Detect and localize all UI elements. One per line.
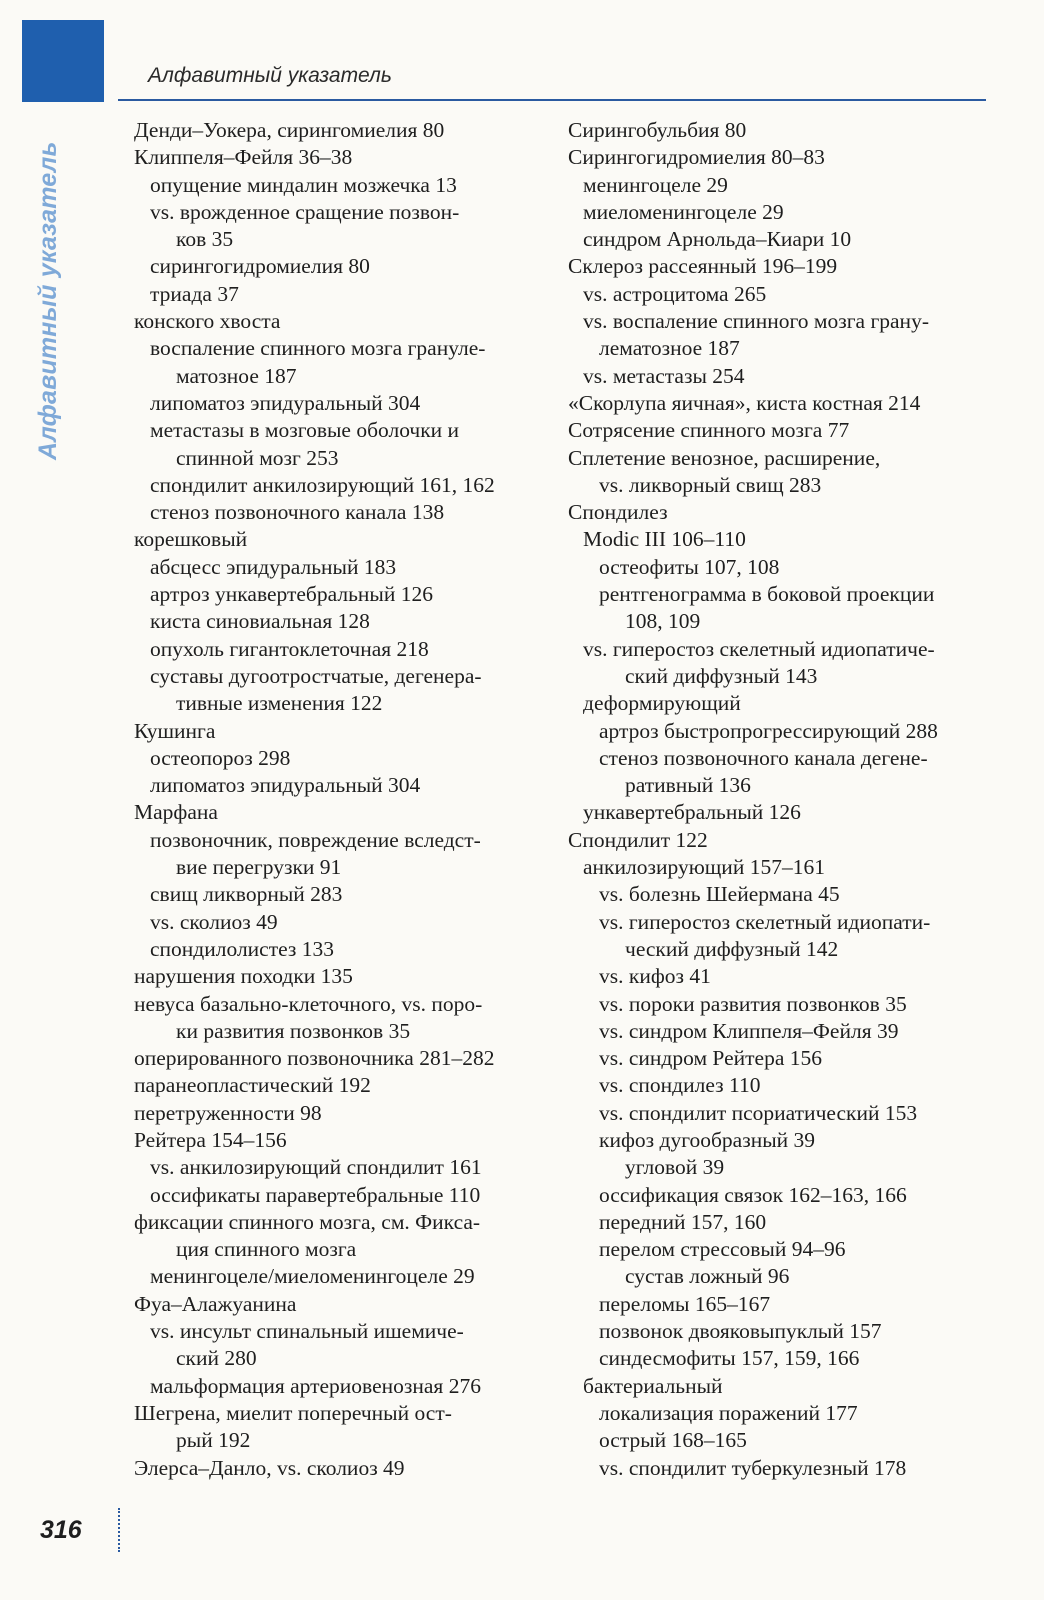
index-entry: паранеопластический 192 xyxy=(134,1073,371,1098)
index-entry: рый 192 xyxy=(176,1428,251,1453)
index-entry: vs. воспаление спинного мозга грану- xyxy=(583,309,929,334)
index-entry: синдесмофиты 157, 159, 166 xyxy=(599,1346,860,1371)
index-entry: ков 35 xyxy=(176,227,234,252)
index-entry: остеофиты 107, 108 xyxy=(599,554,780,579)
index-column-left xyxy=(134,117,554,1482)
index-column-right xyxy=(568,117,998,1482)
index-entry: vs. анкилозирующий спондилит 161 xyxy=(150,1155,482,1180)
index-entry: ративный 136 xyxy=(625,773,751,798)
index-entry: Сотрясение спинного мозга 77 xyxy=(568,418,850,443)
index-entry: рентгенограмма в боковой проекции xyxy=(599,582,935,607)
index-entry: vs. спондилез 110 xyxy=(599,1073,761,1098)
index-entry: перетруженности 98 xyxy=(134,1100,322,1125)
index-entry: анкилозирующий 157–161 xyxy=(583,855,825,880)
index-entry: оперированного позвоночника 281–282 xyxy=(134,1046,495,1071)
index-entry: vs. астроцитома 265 xyxy=(583,281,767,306)
index-entry: кифоз дугообразный 39 xyxy=(599,1127,816,1152)
index-entry: фиксации спинного мозга, см. Фикса- xyxy=(134,1209,481,1234)
index-entry: липоматоз эпидуральный 304 xyxy=(150,390,421,415)
index-entry: vs. метастазы 254 xyxy=(583,363,745,388)
index-entry: «Скорлупа яичная», киста костная 214 xyxy=(568,390,921,415)
index-entry: артроз ункавертебральный 126 xyxy=(150,582,433,607)
index-entry: киста синовиальная 128 xyxy=(150,609,370,634)
index-entry: миеломенингоцеле 29 xyxy=(583,199,784,224)
index-entry: спондилолистез 133 xyxy=(150,936,335,961)
index-entry: Денди–Уокера, сирингомиелия 80 xyxy=(134,118,445,142)
index-entry: сустав ложный 96 xyxy=(625,1264,790,1289)
index-entry: ункавертебральный 126 xyxy=(583,800,801,825)
index-entry: vs. инсульт спинальный ишемиче- xyxy=(150,1319,464,1344)
index-entry: vs. синдром Рейтера 156 xyxy=(599,1046,823,1071)
index-entry: бактериальный xyxy=(583,1373,723,1398)
index-entry: остеопороз 298 xyxy=(150,745,291,770)
index-entry: vs. гиперостоз скелетный идиопатиче- xyxy=(583,636,935,661)
index-entry: Шегрена, миелит поперечный ост- xyxy=(134,1400,452,1425)
index-entry: Сплетение венозное, расширение, xyxy=(568,445,881,470)
index-entry: опущение миндалин мозжечка 13 xyxy=(150,172,457,197)
index-entry: Кушинга xyxy=(134,718,216,743)
index-entry: vs. пороки развития позвонков 35 xyxy=(599,991,907,1016)
index-entry: Сирингогидромиелия 80–83 xyxy=(568,145,825,170)
index-entry: Фуа–Алажуанина xyxy=(134,1291,297,1316)
index-entry: спинной мозг 253 xyxy=(176,445,339,470)
index-entry: vs. сколиоз 49 xyxy=(150,909,278,934)
index-entry: нарушения походки 135 xyxy=(134,964,353,989)
running-header-title: Алфавитный указатель xyxy=(148,64,392,87)
side-section-title: Алфавитный указатель xyxy=(34,141,62,460)
index-entry: vs. болезнь Шейермана 45 xyxy=(599,882,840,907)
index-entry: vs. синдром Клиппеля–Фейля 39 xyxy=(599,1018,899,1043)
index-entry: ки развития позвонков 35 xyxy=(176,1018,411,1043)
chapter-color-block xyxy=(22,20,104,102)
index-entry: невуса базально-клеточного, vs. поро- xyxy=(134,991,483,1016)
index-entry: Клиппеля–Фейля 36–38 xyxy=(134,145,353,170)
index-entry: ский диффузный 143 xyxy=(625,663,818,688)
index-entry: липоматоз эпидуральный 304 xyxy=(150,773,421,798)
index-entry: угловой 39 xyxy=(625,1155,725,1180)
index-entry: Склероз рассеянный 196–199 xyxy=(568,254,838,279)
index-entry: артроз быстропрогрессирующий 288 xyxy=(599,718,938,743)
index-entry: Сирингобульбия 80 xyxy=(568,118,747,142)
index-entry: стеноз позвоночного канала 138 xyxy=(150,500,445,525)
index-entry: Марфана xyxy=(134,800,218,825)
index-entry: vs. спондилит псориатический 153 xyxy=(599,1100,918,1125)
index-entry: Рейтера 154–156 xyxy=(134,1127,287,1152)
index-entry: деформирующий xyxy=(583,691,741,716)
index-entry: стеноз позвоночного канала дегене- xyxy=(599,745,928,770)
index-entry: ческий диффузный 142 xyxy=(625,936,839,961)
index-entry: вие перегрузки 91 xyxy=(176,855,342,880)
index-entry: конского хвоста xyxy=(134,309,281,334)
index-entry: переломы 165–167 xyxy=(599,1291,771,1316)
index-entry: лематозное 187 xyxy=(599,336,740,361)
index-entry: абсцесс эпидуральный 183 xyxy=(150,554,397,579)
index-entry: Modic III 106–110 xyxy=(583,527,746,552)
index-entry: перелом стрессовый 94–96 xyxy=(599,1237,846,1262)
index-entry: менингоцеле 29 xyxy=(583,172,728,197)
index-entry: опухоль гигантоклеточная 218 xyxy=(150,636,429,661)
index-entry: Спондилит 122 xyxy=(568,827,708,852)
index-entry: локализация поражений 177 xyxy=(599,1400,858,1425)
index-entry: ция спинного мозга xyxy=(176,1237,357,1262)
index-entry: vs. кифоз 41 xyxy=(599,964,711,989)
index-entry: спондилит анкилозирующий 161, 162 xyxy=(150,472,495,497)
index-entry: метастазы в мозговые оболочки и xyxy=(150,418,460,443)
index-entry: корешковый xyxy=(134,527,248,552)
page-number-dotted-rule xyxy=(118,1508,120,1552)
index-entry: vs. врожденное сращение позвон- xyxy=(150,199,460,224)
index-entry: свищ ликворный 283 xyxy=(150,882,343,907)
index-entry: острый 168–165 xyxy=(599,1428,747,1453)
index-entry: тивные изменения 122 xyxy=(176,691,383,716)
index-entry: суставы дугоотростчатые, дегенера- xyxy=(150,663,482,688)
index-entry: мальформация артериовенозная 276 xyxy=(150,1373,481,1398)
index-entry: синдром Арнольда–Киари 10 xyxy=(583,227,852,252)
index-entry: оссификаты паравертебральные 110 xyxy=(150,1182,481,1207)
index-entry: менингоцеле/миеломенингоцеле 29 xyxy=(150,1264,475,1289)
index-entry: позвоночник, повреждение вследст- xyxy=(150,827,481,852)
index-entry: Спондилез xyxy=(568,500,668,525)
index-entry: vs. ликворный свищ 283 xyxy=(599,472,822,497)
index-entry: vs. спондилит туберкулезный 178 xyxy=(599,1455,907,1480)
index-entry: 108, 109 xyxy=(625,609,701,634)
index-entry: vs. гиперостоз скелетный идиопати- xyxy=(599,909,931,934)
index-entry: передний 157, 160 xyxy=(599,1209,767,1234)
index-entry: оссификация связок 162–163, 166 xyxy=(599,1182,907,1207)
index-entry: триада 37 xyxy=(150,281,239,306)
index-entry: воспаление спинного мозга грануле- xyxy=(150,336,486,361)
index-entry: Элерса–Данло, vs. сколиоз 49 xyxy=(134,1455,405,1480)
header-divider xyxy=(118,99,986,101)
index-entry: сирингогидромиелия 80 xyxy=(150,254,370,279)
index-entry: ский 280 xyxy=(176,1346,257,1371)
index-entry: позвонок двояковыпуклый 157 xyxy=(599,1319,882,1344)
page-number: 316 xyxy=(40,1516,82,1544)
index-entry: матозное 187 xyxy=(176,363,297,388)
